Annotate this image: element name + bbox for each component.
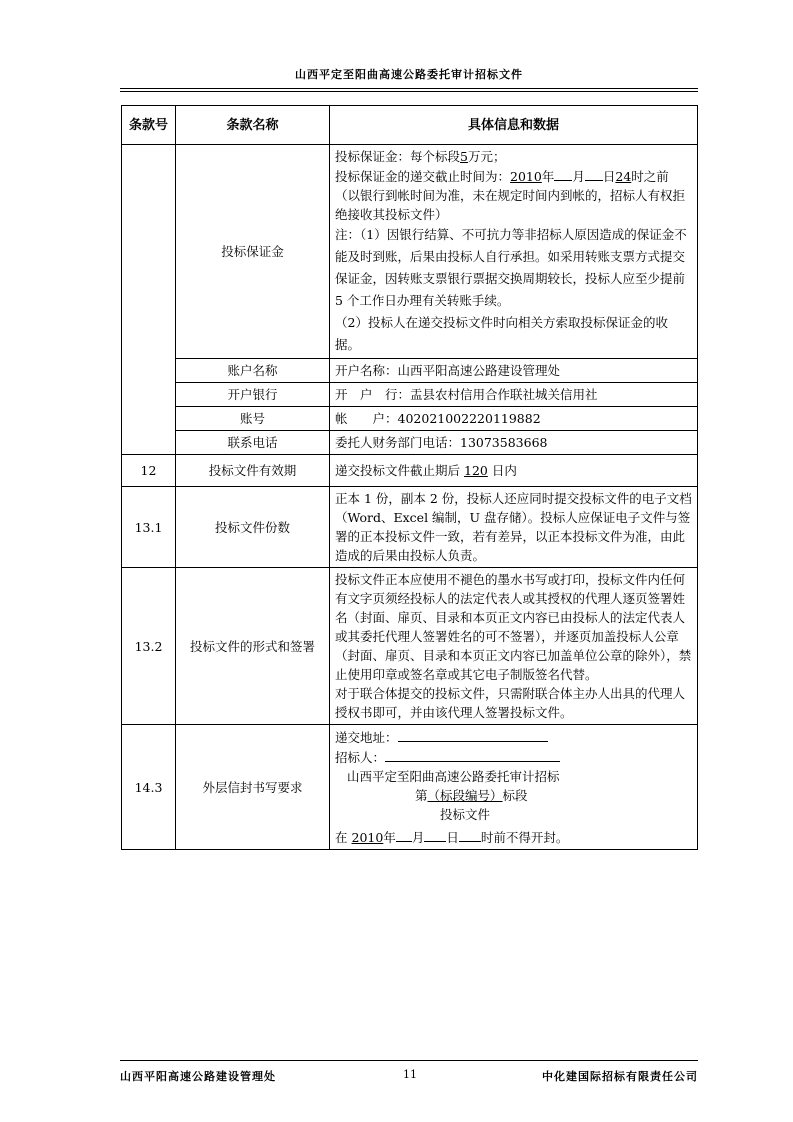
clause-name: 投标文件有效期 bbox=[176, 455, 330, 487]
form-paragraph-2: 对于联合体提交的投标文件，只需附联合体主办人出具的代理人授权书即可，并由该代理人签署投标文件。 bbox=[335, 686, 686, 720]
clause-name: 账户名称 bbox=[176, 359, 330, 383]
bond-note-time: （以银行到帐时间为准，未在规定时间内到帐的，招标人有权拒绝接收其投标文件） bbox=[335, 188, 686, 222]
bond-amount: 5 bbox=[460, 149, 468, 164]
section-number: （标段编号） bbox=[427, 788, 503, 803]
clause-name: 联系电话 bbox=[176, 431, 330, 455]
section-suffix: 标段 bbox=[502, 788, 528, 803]
footer-right: 中化建国际招标有限责任公司 bbox=[542, 1070, 698, 1083]
bond-note-2: （2）投标人在递交投标文件时向相关方索取投标保证金的收据。 bbox=[335, 315, 668, 352]
clause-name: 投标保证金 bbox=[176, 145, 330, 359]
page-header-title: 山西平定至阳曲高速公路委托审计招标文件 bbox=[295, 68, 523, 81]
clause-name: 开户银行 bbox=[176, 383, 330, 407]
table-row-bond bbox=[122, 145, 698, 359]
bond-deadline-year: 2010 bbox=[510, 169, 542, 184]
bond-note-1: 注：（1）因银行结算、不可抗力等非招标人原因造成的保证金不能及时到账，后果由投标人自行承担。如采用转账支票方式提交保证金，因转账支票银行票据交换周期较长，投标人应至少提前 5 个工作日办理有关转账手续。 bbox=[335, 227, 687, 308]
recipient-label: 招标人： bbox=[335, 750, 386, 765]
day-char: 日 bbox=[446, 830, 459, 845]
clause-detail bbox=[330, 145, 698, 359]
table-row-phone bbox=[122, 431, 698, 455]
year-char: 年 bbox=[383, 830, 396, 845]
clause-name: 外层信封书写要求 bbox=[176, 725, 330, 850]
table-row-12 bbox=[122, 455, 698, 487]
bond-deadline-hour: 24 bbox=[615, 169, 632, 184]
account-no-value: 402021002220119882 bbox=[397, 411, 541, 426]
section-prefix: 第 bbox=[415, 788, 428, 803]
table-row-account-no bbox=[122, 407, 698, 431]
clause-name: 投标文件的形式和签署 bbox=[176, 568, 330, 725]
table-row-account-name bbox=[122, 359, 698, 383]
open-suffix: 时前不得开封。 bbox=[480, 830, 569, 845]
open-prefix: 在 bbox=[335, 830, 348, 845]
blank-day bbox=[424, 827, 446, 842]
clause-no: 13.1 bbox=[122, 487, 176, 568]
month-char: 月 bbox=[411, 830, 425, 845]
clause-no-empty bbox=[122, 145, 176, 455]
open-year: 2010 bbox=[351, 830, 384, 845]
clause-detail bbox=[330, 725, 698, 850]
blank-month bbox=[396, 827, 412, 842]
clause-detail bbox=[330, 455, 698, 487]
month-char: 月 bbox=[572, 169, 585, 184]
validity-unit: 日内 bbox=[491, 463, 517, 478]
footer-left: 山西平阳高速公路建设管理处 bbox=[120, 1070, 276, 1083]
clause-detail bbox=[330, 407, 698, 431]
hour-char: 时之前 bbox=[631, 169, 669, 184]
clause-name: 账号 bbox=[176, 407, 330, 431]
footer-divider bbox=[120, 1060, 698, 1061]
year-char: 年 bbox=[541, 169, 555, 184]
table-row-13-1 bbox=[122, 487, 698, 568]
day-char: 日 bbox=[602, 169, 616, 184]
bond-amount-label: 投标保证金：每个标段 bbox=[335, 149, 461, 164]
col-header-no: 条款号 bbox=[122, 106, 176, 145]
col-header-name: 条款名称 bbox=[176, 106, 330, 145]
blank-hour bbox=[459, 827, 481, 842]
address-label: 递交地址： bbox=[335, 730, 398, 745]
header-divider-thin bbox=[120, 91, 698, 92]
clause-detail bbox=[330, 568, 698, 725]
validity-days: 120 bbox=[464, 463, 488, 478]
clause-name: 投标文件份数 bbox=[176, 487, 330, 568]
bond-unit: 万元； bbox=[467, 149, 506, 164]
header-divider bbox=[120, 88, 698, 89]
clause-no: 13.2 bbox=[122, 568, 176, 725]
clause-no: 14.3 bbox=[122, 725, 176, 850]
address-blank bbox=[398, 727, 548, 742]
clause-no: 12 bbox=[122, 455, 176, 487]
form-paragraph-1: 投标文件正本应使用不褪色的墨水书写或打印，投标文件内任何有文字页须经投标人的法定代表人或其授权的代理人逐页签署姓名（封面、扉页、目录和本页正文内容已由投标人的法定代表人或其委托代理人签署姓名的可不签署），并逐页加盖投标人公章（封面、扉页、目录和本页正文内容已加盖单位公章的除外），禁止使用印章或签名章或其它电子制版签名代替。 bbox=[335, 572, 692, 682]
bid-info-table bbox=[121, 105, 698, 850]
clause-detail: 开户名称：山西平阳高速公路建设管理处 bbox=[330, 359, 698, 383]
clause-detail: 开 户 行：盂县农村信用合作联社城关信用社 bbox=[330, 383, 698, 407]
envelope-line-docs: 投标文件 bbox=[440, 807, 491, 822]
clause-detail: 正本 1 份，副本 2 份，投标人还应同时提交投标文件的电子文档（Word、Excel 编制，U 盘存储）。投标人应保证电子文件与签署的正本投标文件一致，若有差异，以正本投标文件为准，由此造成的后果由投标人负责。 bbox=[330, 487, 698, 568]
col-header-detail: 具体信息和数据 bbox=[330, 106, 698, 145]
table-header-row bbox=[122, 106, 698, 145]
blank-month bbox=[554, 166, 572, 181]
table-row-13-2 bbox=[122, 568, 698, 725]
clause-detail: 委托人财务部门电话：13073583668 bbox=[330, 431, 698, 455]
envelope-line-title: 山西平定至阳曲高速公路委托审计招标 bbox=[347, 769, 560, 784]
table-row-bank bbox=[122, 383, 698, 407]
table-row-14-3 bbox=[122, 725, 698, 850]
validity-label: 递交投标文件截止期后 bbox=[335, 463, 461, 478]
bond-deadline-label: 投标保证金的递交截止时间为： bbox=[335, 169, 511, 184]
blank-day bbox=[585, 166, 603, 181]
page-number: 11 bbox=[403, 1068, 417, 1081]
account-no-label: 帐 户： bbox=[335, 411, 398, 426]
recipient-blank bbox=[385, 747, 560, 762]
